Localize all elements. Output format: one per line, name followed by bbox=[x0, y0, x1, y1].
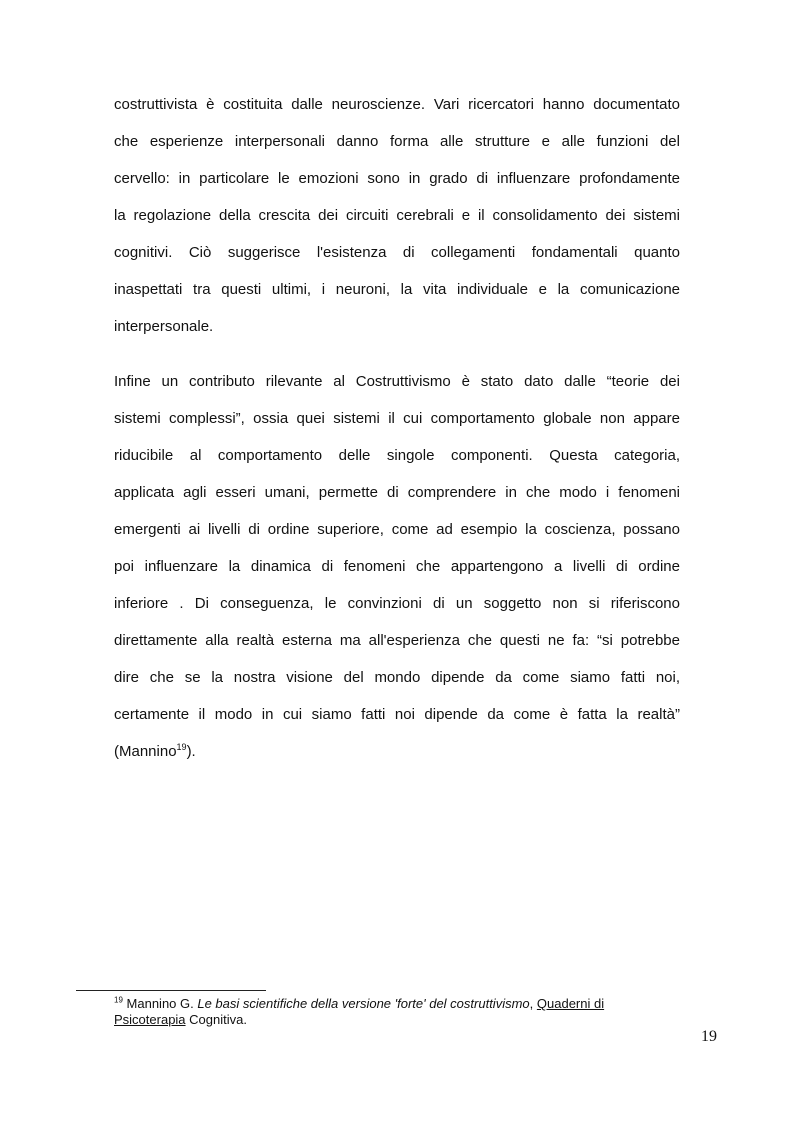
paragraph-1 bbox=[114, 86, 680, 345]
text-line: applicata agli esseri umani, permette di comprendere in che modo i fenomeni bbox=[114, 484, 680, 501]
footnote-separator-text: , bbox=[529, 996, 537, 1011]
citation-author: (Mannino bbox=[114, 743, 177, 760]
footnote-number: 19 bbox=[114, 995, 123, 1005]
footnote-author: Mannino G. bbox=[126, 996, 198, 1011]
text-line: interpersonale. bbox=[114, 318, 214, 335]
text-line: cognitivi. Ciò suggerisce l'esistenza di collegamenti fondamentali quanto bbox=[114, 244, 680, 261]
footnote-journal-rest: Cognitiva. bbox=[185, 1012, 247, 1027]
text-line: la regolazione della crescita dei circuiti cerebrali e il consolidamento dei sistemi bbox=[114, 207, 680, 224]
body-text bbox=[114, 86, 680, 770]
text-line: Infine un contributo rilevante al Costruttivismo è stato dato dalle “teorie dei bbox=[114, 373, 680, 390]
page-number: 19 bbox=[701, 1028, 717, 1045]
footnote-separator bbox=[76, 990, 266, 991]
text-line: sistemi complessi”, ossia quei sistemi il cui comportamento globale non appare bbox=[114, 410, 680, 427]
text-line: emergenti ai livelli di ordine superiore, come ad esempio la coscienza, possano bbox=[114, 521, 680, 538]
text-line: riducibile al comportamento delle singole componenti. Questa categoria, bbox=[114, 447, 680, 464]
text-line: che esperienze interpersonali danno forma alle strutture e alle funzioni del bbox=[114, 133, 680, 150]
text-line: dire che se la nostra visione del mondo dipende da come siamo fatti noi, bbox=[114, 669, 680, 686]
footnote-reference[interactable]: 19 bbox=[176, 742, 187, 752]
text-line: cervello: in particolare le emozioni sono in grado di influenzare profondamente bbox=[114, 170, 680, 187]
footnote-title: Le basi scientifiche della versione 'forte' del costruttivismo bbox=[197, 996, 530, 1011]
paragraph-2 bbox=[114, 363, 680, 770]
text-line: direttamente alla realtà esterna ma all'esperienza che questi ne fa: “si potrebbe bbox=[114, 632, 680, 649]
footnote-journal-link-1[interactable]: Quaderni di bbox=[536, 996, 605, 1011]
footnote bbox=[114, 996, 674, 1028]
text-line-citation bbox=[114, 733, 680, 770]
text-line: costruttivista è costituita dalle neuroscienze. Vari ricercatori hanno documentato bbox=[114, 96, 680, 113]
text-line: poi influenzare la dinamica di fenomeni che appartengono a livelli di ordine bbox=[114, 558, 680, 575]
text-line: inferiore . Di conseguenza, le convinzioni di un soggetto non si riferiscono bbox=[114, 595, 680, 612]
citation-close: ). bbox=[186, 743, 196, 760]
text-line: inaspettati tra questi ultimi, i neuroni, la vita individuale e la comunicazione bbox=[114, 281, 680, 298]
footnote-journal-link-2[interactable]: Psicoterapia bbox=[114, 1012, 186, 1027]
text-line: certamente il modo in cui siamo fatti noi dipende da come è fatta la realtà” bbox=[114, 706, 680, 723]
